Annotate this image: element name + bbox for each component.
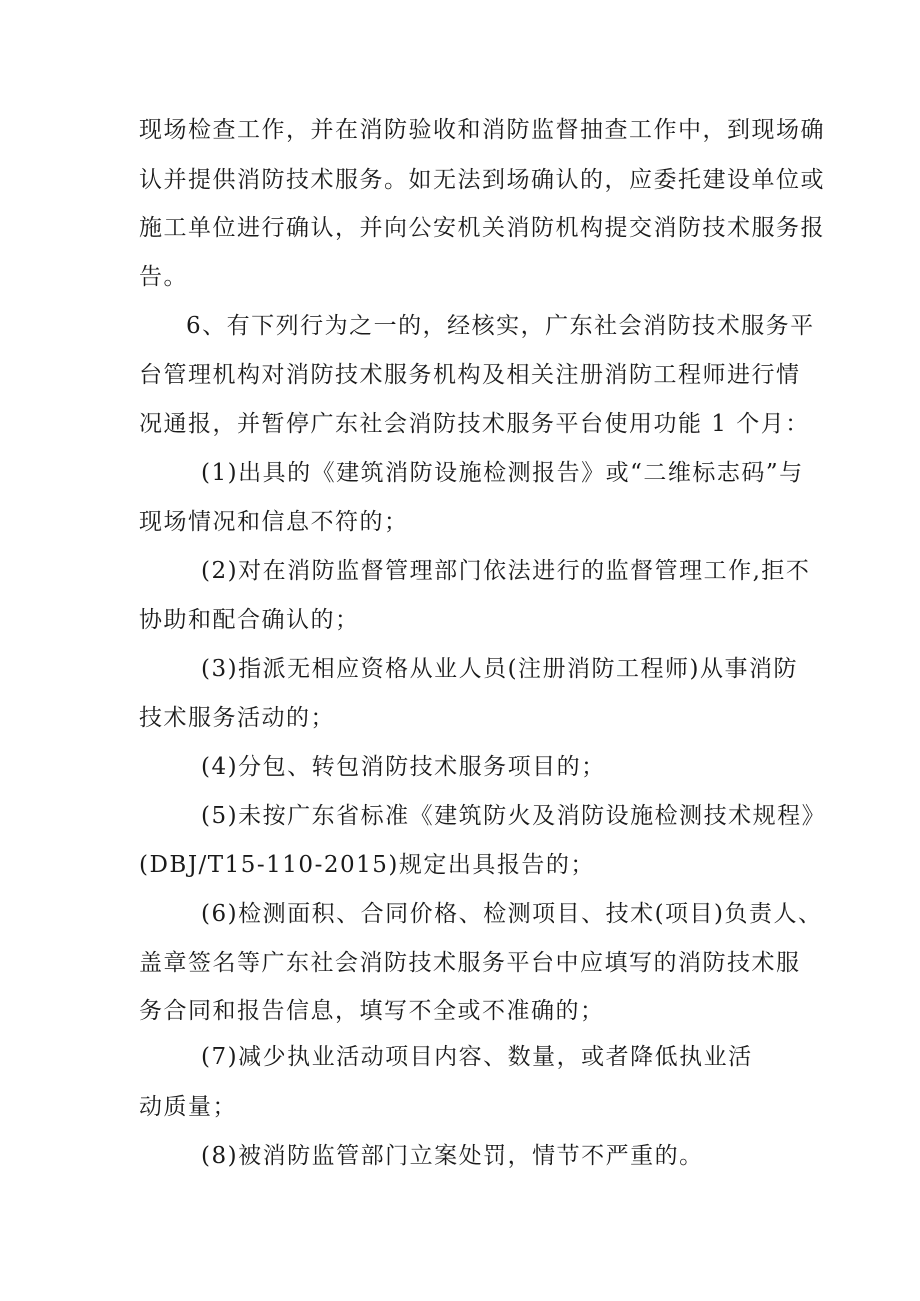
paragraph-line: 告。 (139, 264, 188, 290)
sub-item-5-line: (5)未按广东省标准《建筑防火及消防设施检测技术规程》 (201, 803, 827, 829)
sub-item-1-line: (1)出具的《建筑消防设施检测报告》或“二维标志码”与 (201, 460, 804, 486)
paragraph-line: 现场检查工作，并在消防验收和消防监督抽查工作中，到现场确 (139, 117, 825, 143)
sub-item-3-line: 技术服务活动的； (139, 705, 335, 731)
paragraph-line: 施工单位进行确认，并向公安机关消防机构提交消防技术服务报 (139, 215, 825, 241)
sub-item-6-line: 盖章签名等广东社会消防技术服务平台中应填写的消防技术服 (139, 950, 801, 976)
sub-item-6-line: (6)检测面积、合同价格、检测项目、技术(项目)负责人、 (201, 901, 823, 927)
paragraph-line: 认并提供消防技术服务。如无法到场确认的，应委托建设单位或 (139, 167, 825, 193)
sub-item-2-line: 协助和配合确认的； (139, 607, 360, 633)
sub-item-2-line: (2)对在消防监督管理部门依法进行的监督管理工作,拒不 (201, 558, 811, 584)
item-6-line: 台管理机构对消防技术服务机构及相关注册消防工程师进行情 (139, 362, 801, 388)
sub-item-7-line: (7)减少执业活动项目内容、数量，或者降低执业活 (201, 1044, 753, 1070)
item-6-line: 6、有下列行为之一的，经核实，广东社会消防技术服务平 (186, 313, 815, 339)
sub-item-1-line: 现场情况和信息不符的； (139, 509, 409, 535)
sub-item-4-line: (4)分包、转包消防技术服务项目的； (201, 754, 606, 780)
sub-item-6-line: 务合同和报告信息，填写不全或不准确的； (139, 998, 605, 1024)
item-6-line: 况通报，并暂停广东社会消防技术服务平台使用功能 1 个月： (139, 411, 810, 437)
sub-item-8-line: (8)被消防监管部门立案处罚，情节不严重的。 (201, 1143, 704, 1169)
sub-item-3-line: (3)指派无相应资格从业人员(注册消防工程师)从事消防 (201, 656, 799, 682)
sub-item-5-line: (DBJ/T15-110-2015)规定出具报告的； (139, 852, 595, 878)
sub-item-7-line: 动质量； (139, 1094, 237, 1120)
